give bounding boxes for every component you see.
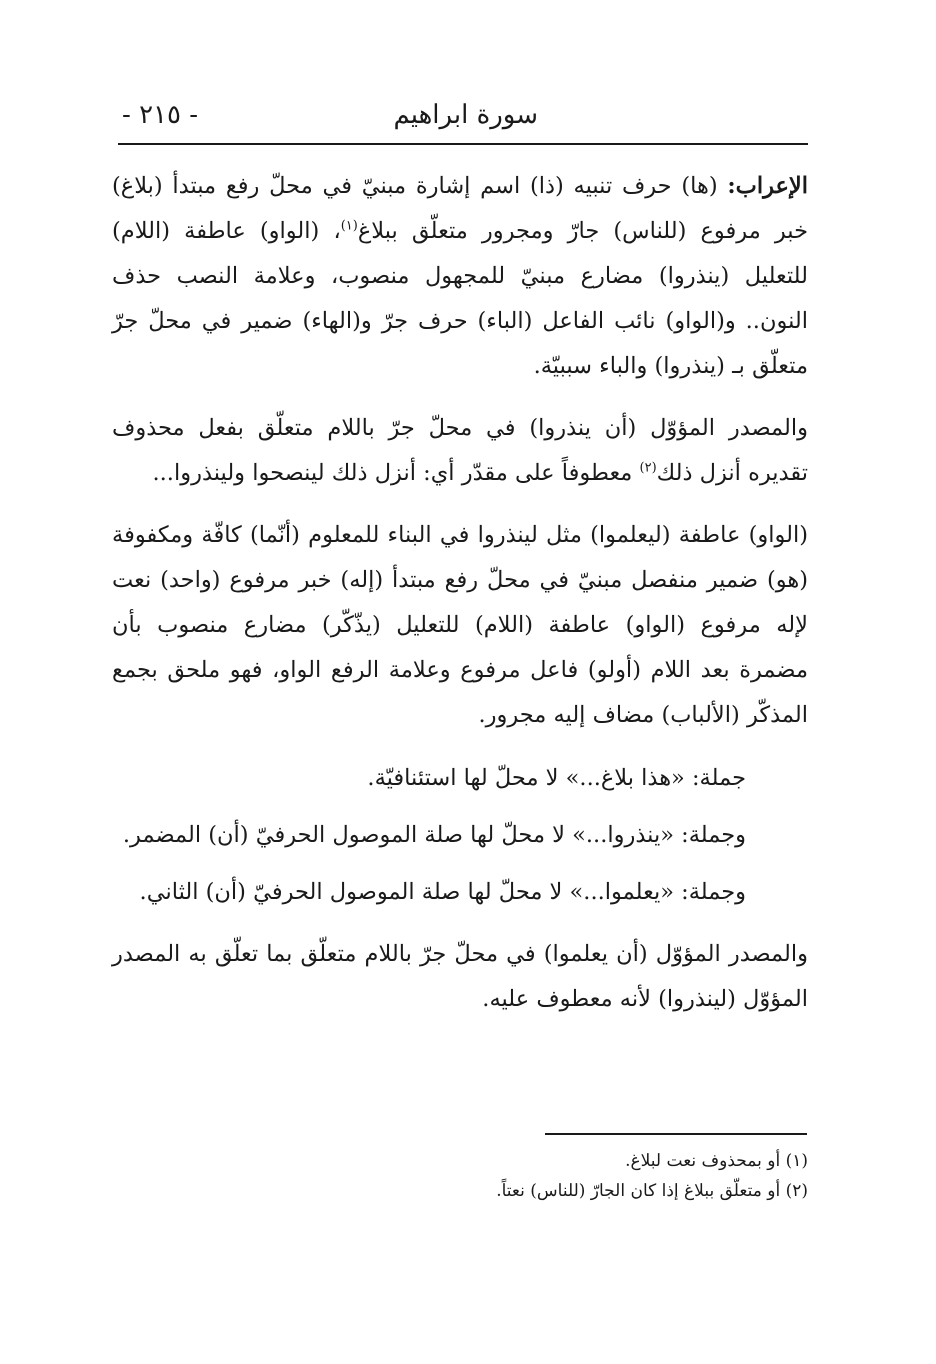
running-title: سورة ابراهيم [393, 100, 538, 130]
paragraph-irab [112, 164, 808, 389]
paragraph-waw: (الواو) عاطفة (ليعلموا) مثل لينذروا في البناء للمعلوم (أنّما) كافّة ومكفوفة (هو) ضمير منفصل مبنيّ في محلّ رفع مبتدأ (إله) خبر مرفوع (واحد) نعت لإله مرفوع (الواو) عاطفة (اللام) للتعليل (يذّكّر) مضارع منصوب بأن مضمرة بعد اللام (أولو) فاعل مرفوع وعلامة الرفع الواو، فهو ملحق بجمع المذكّر (الألباب) مضاف إليه مجرور. [112, 522, 808, 728]
footnotes [288, 1146, 808, 1206]
irab-heading: الإعراب: [727, 173, 808, 199]
paragraph-masdar-2: والمصدر المؤوّل (أن يعلموا) في محلّ جرّ باللام متعلّق بما تعلّق به المصدر المؤوّل (لينذروا) لأنه معطوف عليه. [112, 941, 808, 1012]
footnote-marker-1: (١) [340, 218, 358, 234]
paragraph-text: ، (الواو) عاطفة (اللام) للتعليل (ينذروا) مضارع مبنيّ للمجهول منصوب، وعلامة النصب حذف النون.. و(الواو) نائب الفاعل (الباء) حرف جرّ و(الهاء) ضمير في محلّ جرّ متعلّق بـ (ينذروا) والباء سببيّة. [112, 218, 808, 379]
paragraph-text: والمصدر المؤوّل (أن ينذروا) في محلّ جرّ باللام متعلّق بفعل محذوف تقديره أنزل ذلك [112, 415, 808, 486]
sentence-item: وجملة: «ينذروا...» لا محلّ لها صلة الموصول الحرفيّ (أن) المضمر. [122, 822, 746, 848]
sentences-list [112, 755, 808, 915]
paragraph-masdar-1 [112, 406, 808, 496]
header-rule [118, 143, 808, 145]
main-text [112, 164, 808, 1022]
footnote-item: (١) أو بمحذوف نعت لبلاغ. [625, 1151, 808, 1171]
footnote-item: (٢) أو متعلّق ببلاغ إذا كان الجارّ (للناس) نعتاً. [496, 1181, 808, 1201]
page-number: - ٢١٥ - [122, 100, 199, 130]
sentence-item: وجملة: «يعلموا...» لا محلّ لها صلة الموصول الحرفيّ (أن) الثاني. [139, 879, 746, 905]
footnote-rule [545, 1133, 807, 1135]
footnote-marker-2: (٢) [639, 460, 657, 476]
page-header [118, 96, 808, 140]
paragraph-text: (ها) حرف تنبيه (ذا) اسم إشارة مبنيّ في محلّ رفع مبتدأ (بلاغ) خبر مرفوع (للناس) جارّ ومجرور متعلّق ببلاغ [112, 173, 808, 244]
sentence-item: جملة: «هذا بلاغ...» لا محلّ لها استئنافيّة. [367, 765, 746, 791]
paragraph-text: معطوفاً على مقدّر أي: أنزل ذلك لينصحوا ولينذروا... [152, 460, 640, 486]
